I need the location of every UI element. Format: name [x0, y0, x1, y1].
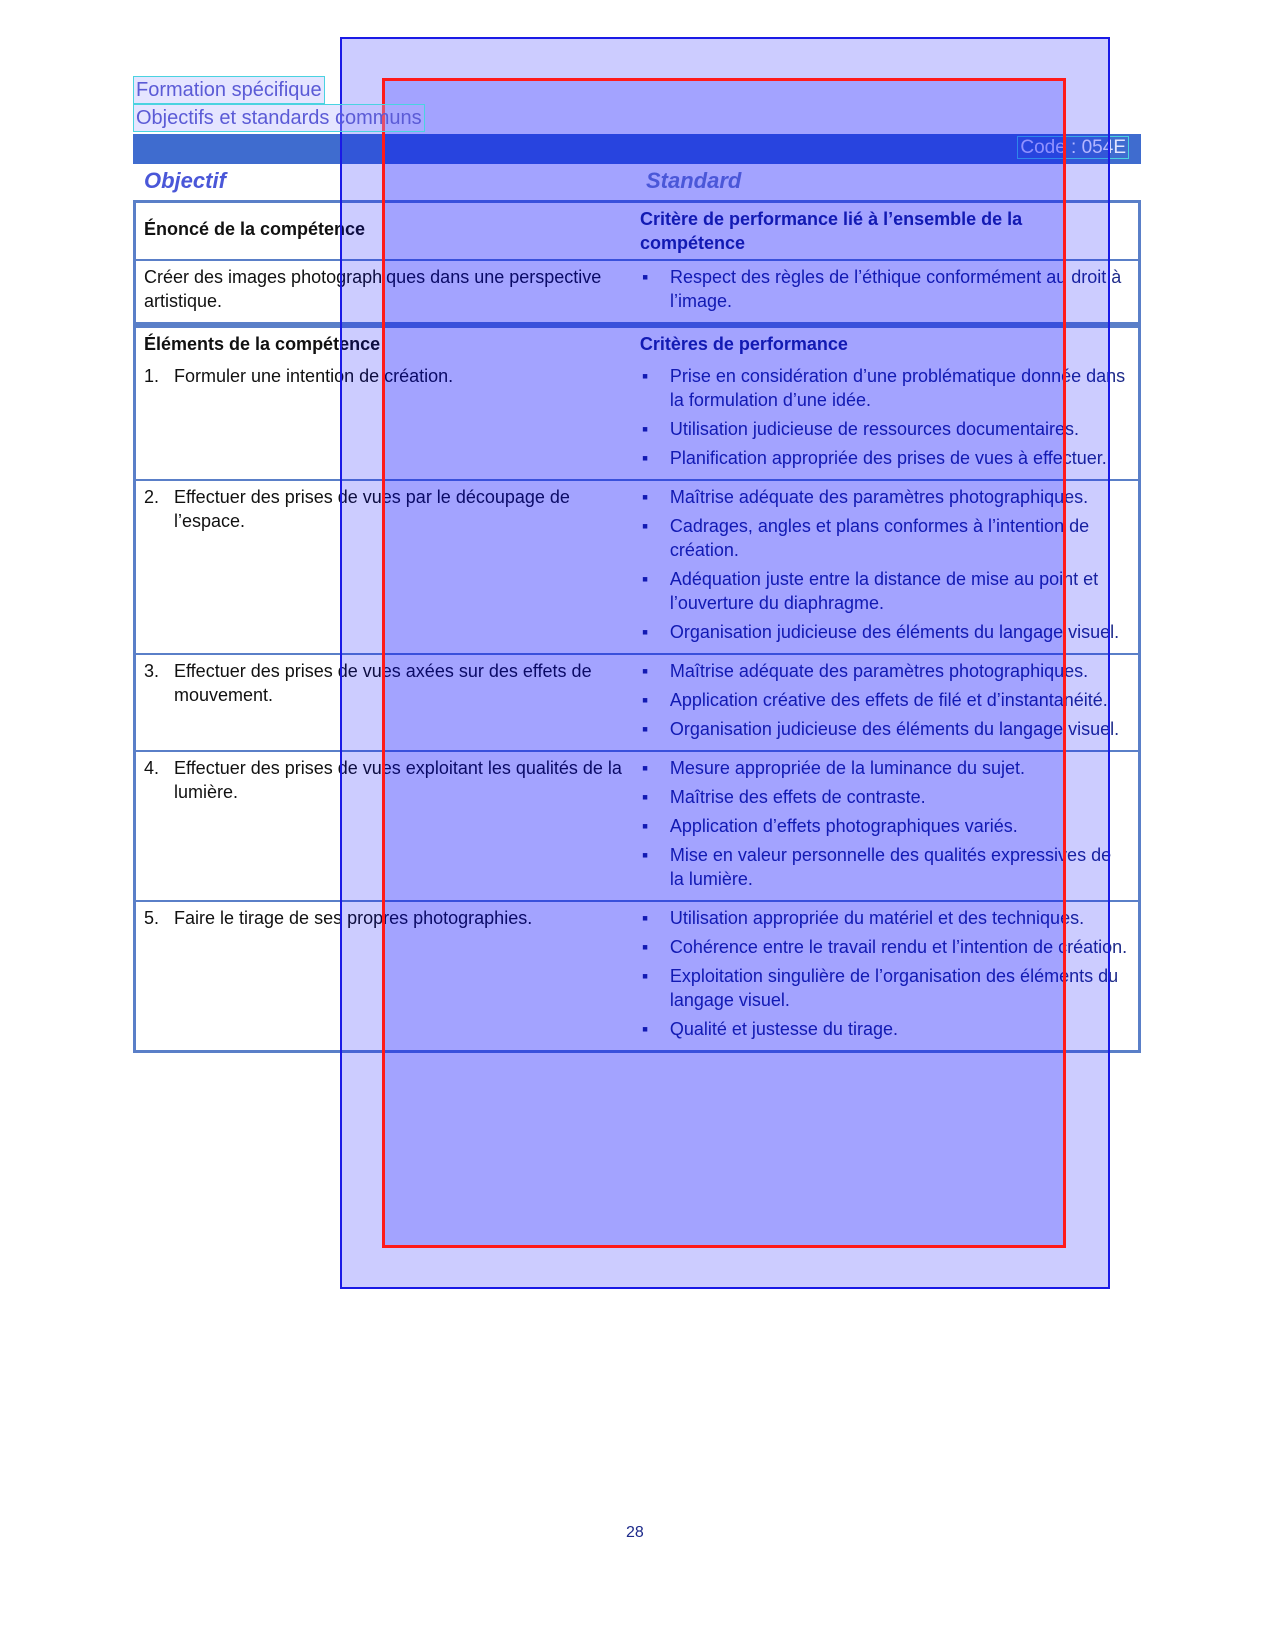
performance-criterion: ▪ Exploitation singulière de l’organisation des éléments du langage visuel. — [640, 964, 1130, 1012]
performance-criterion: ▪ Utilisation appropriée du matériel et des techniques. — [640, 906, 1130, 930]
performance-criterion: ▪ Maîtrise adéquate des paramètres photographiques. — [640, 485, 1130, 509]
column-heading-standard: Standard — [646, 168, 742, 193]
statement-content-row — [135, 260, 1140, 324]
performance-criterion: ▪ Mesure appropriée de la luminance du sujet. — [640, 756, 1130, 780]
criteria-cell — [632, 480, 1140, 654]
element-cell — [135, 480, 632, 654]
criteria-list — [640, 659, 1130, 741]
performance-criterion: ▪ Application d’effets photographiques variés. — [640, 814, 1130, 838]
element-label: Faire le tirage de ses propres photographies. — [174, 908, 533, 928]
page-number: 28 — [626, 1524, 644, 1541]
element-cell — [135, 654, 632, 751]
column-heading-objectif: Objectif — [144, 168, 226, 193]
criteria-cell — [632, 901, 1140, 1052]
performance-criterion: ▪ Qualité et justesse du tirage. — [640, 1017, 1130, 1041]
header-line-1: Formation spécifique — [133, 76, 325, 104]
performance-criterion: ▪ Application créative des effets de filé et d’instantanéité. — [640, 688, 1130, 712]
performance-criterion: ▪ Maîtrise des effets de contraste. — [640, 785, 1130, 809]
performance-criterion: ▪ Planification appropriée des prises de vues à effectuer. — [640, 446, 1130, 470]
performance-criterion: ▪ Mise en valeur personnelle des qualités expressives de la lumière. — [640, 843, 1130, 891]
statement-criteria-list — [640, 265, 1130, 313]
performance-criterion: ▪ Adéquation juste entre la distance de mise au point et l’ouverture du diaphragme. — [640, 567, 1130, 615]
criteria-cell — [632, 360, 1140, 480]
element-cell — [135, 360, 632, 480]
criteria-list — [640, 756, 1130, 891]
element-row — [135, 480, 1140, 654]
element-number: 4. — [144, 758, 160, 778]
criteria-cell — [632, 654, 1140, 751]
performance-criterion: ▪ Utilisation judicieuse de ressources documentaires. — [640, 417, 1130, 441]
statement-right-header: Critère de performance lié à l’ensemble de la compétence — [639, 209, 1023, 253]
elements-left-header: Éléments de la compétence — [144, 334, 381, 354]
performance-criterion: ▪ Cadrages, angles et plans conformes à l’intention de création. — [640, 514, 1130, 562]
element-text — [144, 364, 624, 388]
elements-header-row — [135, 327, 1140, 361]
performance-criterion: ▪ Maîtrise adéquate des paramètres photographiques. — [640, 659, 1130, 683]
element-number: 1. — [144, 366, 160, 386]
element-row — [135, 901, 1140, 1052]
statement-left-text: Créer des images photographiques dans une perspective artistique. — [135, 260, 632, 324]
element-text — [144, 906, 624, 930]
statement-header-row — [135, 202, 1140, 261]
document-header — [133, 76, 425, 132]
code-label — [1017, 137, 1129, 159]
element-cell — [135, 901, 632, 1052]
criteria-list — [640, 364, 1130, 470]
element-row — [135, 654, 1140, 751]
criteria-list — [640, 906, 1130, 1041]
statement-criterion: ▪ Respect des règles de l’éthique conformément au droit à l’image. — [640, 265, 1130, 313]
statement-left-header: Énoncé de la compétence — [144, 219, 366, 239]
elements-right-header: Critères de performance — [639, 334, 848, 354]
header-line-2: Objectifs et standards communs — [133, 104, 425, 132]
element-label: Effectuer des prises de vues axées sur des effets de mouvement. — [174, 661, 592, 705]
code-bar — [133, 134, 1141, 164]
element-number: 3. — [144, 661, 160, 681]
element-number: 2. — [144, 487, 160, 507]
performance-criterion: ▪ Organisation judicieuse des éléments du langage visuel. — [640, 717, 1130, 741]
element-row — [135, 751, 1140, 901]
code-text: Code : 054E — [1017, 136, 1129, 159]
criteria-cell — [632, 751, 1140, 901]
performance-criterion: ▪ Prise en considération d’une problématique donnée dans la formulation d’une idée. — [640, 364, 1130, 412]
element-label: Effectuer des prises de vues par le découpage de l’espace. — [174, 487, 570, 531]
element-row — [135, 360, 1140, 480]
element-text — [144, 756, 624, 804]
element-label: Effectuer des prises de vues exploitant les qualités de la lumière. — [174, 758, 622, 802]
statement-criteria-cell — [632, 260, 1140, 324]
performance-criterion: ▪ Organisation judicieuse des éléments du langage visuel. — [640, 620, 1130, 644]
statement-table — [133, 200, 1141, 325]
element-text — [144, 659, 624, 707]
element-label: Formuler une intention de création. — [174, 366, 454, 386]
element-text — [144, 485, 624, 533]
element-number: 5. — [144, 908, 160, 928]
criteria-list — [640, 485, 1130, 644]
elements-table — [133, 325, 1141, 1053]
performance-criterion: ▪ Cohérence entre le travail rendu et l’intention de création. — [640, 935, 1130, 959]
element-cell — [135, 751, 632, 901]
